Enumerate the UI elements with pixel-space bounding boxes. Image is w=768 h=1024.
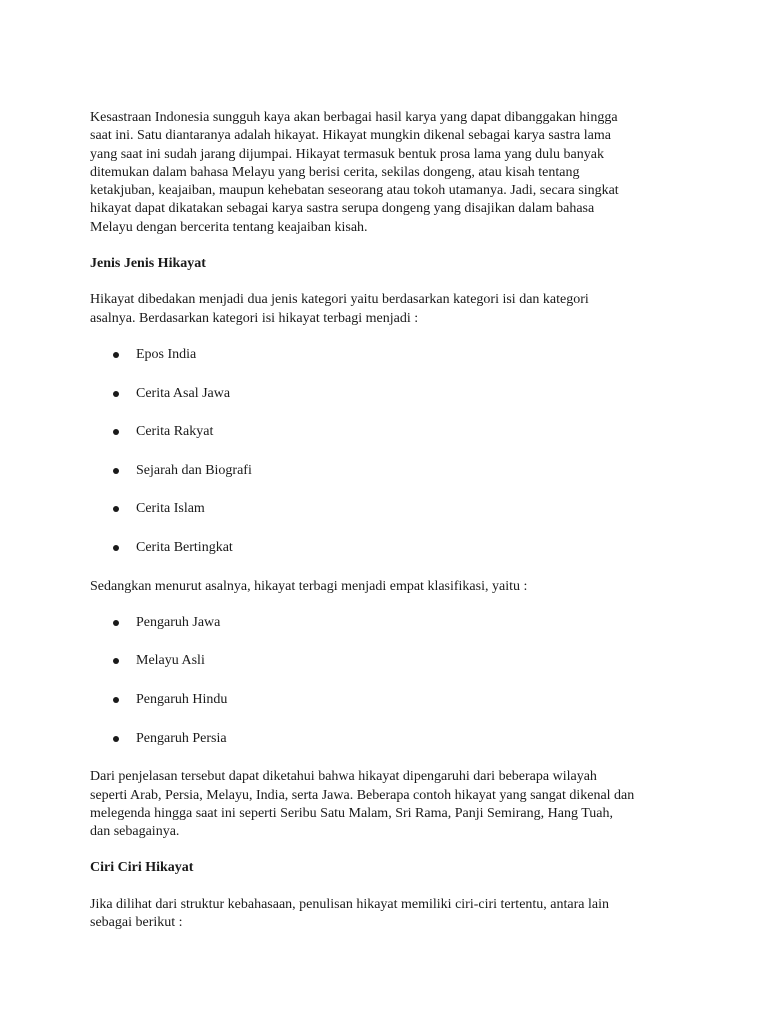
list-item <box>90 346 690 385</box>
bullet-icon <box>113 506 119 512</box>
asal-paragraph: Sedangkan menurut asalnya, hikayat terbagi menjadi empat klasifikasi, yaitu : <box>90 578 528 594</box>
list-item-label: Pengaruh Hindu <box>136 692 228 708</box>
text-line: sebagai berikut : <box>90 914 183 930</box>
bullet-icon <box>113 697 119 703</box>
text-line: Jika dilihat dari struktur kebahasaan, penulisan hikayat memiliki ciri-ciri tertentu, antara lain <box>90 896 609 912</box>
list-item-label: Sejarah dan Biografi <box>136 462 252 478</box>
text-line: ditemukan dalam bahasa Melayu yang berisi cerita, sekilas dongeng, atau kisah tentang <box>90 164 580 180</box>
ciri-paragraph <box>90 896 690 933</box>
list-item-label: Cerita Rakyat <box>136 424 214 440</box>
bullet-icon <box>113 620 119 626</box>
bullet-icon <box>113 658 119 664</box>
text-line: Kesastraan Indonesia sungguh kaya akan berbagai hasil karya yang dapat dibanggakan hingga <box>90 110 618 125</box>
list-item <box>90 385 690 424</box>
list-item-label: Melayu Asli <box>136 653 205 669</box>
list-item <box>90 614 690 653</box>
bullet-icon <box>113 429 119 435</box>
text-line: melegenda hingga saat ini seperti Seribu Satu Malam, Sri Rama, Panji Semirang, Hang Tuah, <box>90 805 613 821</box>
list-item <box>90 730 690 769</box>
section-heading-ciri: Ciri Ciri Hikayat <box>90 860 194 876</box>
text-line: dan sebagainya. <box>90 824 180 840</box>
bullet-icon <box>113 391 119 397</box>
list-item <box>90 691 690 730</box>
document-page <box>90 109 690 950</box>
list-item <box>90 423 690 462</box>
bullet-icon <box>113 736 119 742</box>
list-item-label: Pengaruh Persia <box>136 730 227 746</box>
text-line: yang saat ini sudah jarang dijumpai. Hikayat termasuk bentuk prosa lama yang dulu banyak <box>90 146 604 162</box>
list-item <box>90 462 690 501</box>
text-line: ketakjuban, keajaiban, maupun kehebatan seseorang atau tokoh utamanya. Jadi, secara singkat <box>90 183 619 199</box>
list-item <box>90 539 690 578</box>
list-item-label: Cerita Asal Jawa <box>136 385 231 401</box>
text-line: Melayu dengan bercerita tentang keajaiban kisah. <box>90 219 368 235</box>
intro-paragraph <box>90 109 690 237</box>
bullet-icon <box>113 468 119 474</box>
list-item <box>90 500 690 539</box>
list-item <box>90 652 690 691</box>
list-item-label: Cerita Islam <box>136 501 205 517</box>
jenis-paragraph <box>90 291 690 328</box>
bullet-icon <box>113 352 119 358</box>
list-kategori-isi <box>90 346 690 578</box>
list-item-label: Epos India <box>136 346 197 362</box>
text-line: asalnya. Berdasarkan kategori isi hikayat terbagi menjadi : <box>90 310 419 326</box>
text-line: Hikayat dibedakan menjadi dua jenis kategori yaitu berdasarkan kategori isi dan kategori <box>90 292 589 308</box>
text-line: Dari penjelasan tersebut dapat diketahui bahwa hikayat dipengaruhi dari beberapa wilayah <box>90 769 597 785</box>
text-line: saat ini. Satu diantaranya adalah hikayat. Hikayat mungkin dikenal sebagai karya sastra lama <box>90 128 611 144</box>
section-heading-jenis: Jenis Jenis Hikayat <box>90 256 206 272</box>
pengaruh-paragraph <box>90 768 690 841</box>
bullet-icon <box>113 545 119 551</box>
list-item-label: Pengaruh Jawa <box>136 614 221 630</box>
text-line: hikayat dapat dikatakan sebagai karya sastra serupa dongeng yang disajikan dalam bahasa <box>90 201 595 217</box>
text-line: seperti Arab, Persia, Melayu, India, serta Jawa. Beberapa contoh hikayat yang sangat dikenal dan <box>90 787 635 803</box>
list-item-label: Cerita Bertingkat <box>136 539 233 555</box>
list-kategori-asal <box>90 614 690 768</box>
